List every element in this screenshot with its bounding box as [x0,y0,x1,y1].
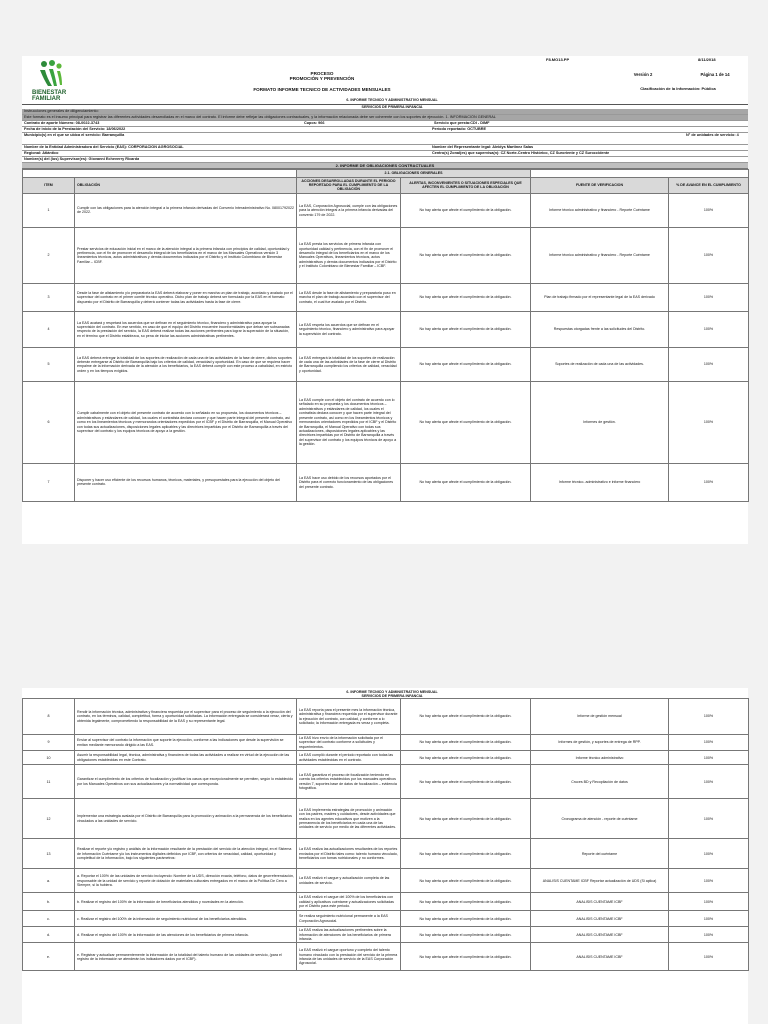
source-cell: ANALISIS CUENTAME ICBF Reportar actualización de UDS (Si aplica) [531,869,669,893]
progress-cell: 100% [669,463,749,501]
municipality-row [22,133,748,145]
progress-cell: 100% [669,927,749,943]
obligation-cell: e. Registrar y actualizar permanentemente la información de la totalidad del talento humano de las unidades de servicio, (para el registro de la información se atenderán los indicadores dados por el ICBF). [75,943,297,971]
service-units: N° de unidades de servicio: 4 [686,133,739,137]
overlay-title-1b: 6. INFORME TECNICO Y ADMINISTRATIVO MENSUAL [346,690,438,694]
col-progress: % DE AVANCE EN EL CUMPLIMIENTO [669,177,749,193]
source-cell: Informes de gestión. [531,381,669,463]
instructions-text: Este formato es el insumo principal para registrar las diferentes actividades desarrolladas en el marco del contrato. El informe debe reflejar las obligaciones contractuales, y la información relacionada debe ser coherente con los soportes de ejecución. 1. INFORMACIÓN GENERAL [22,115,748,121]
actions-cell: La EAS hace uso debido de los recursos aportados por el Distrito para el correcto funcionamiento de las obligaciones del presente contrato. [297,463,401,501]
alert-cell: No hay alerta que afecte el cumplimiento de la obligación. [401,381,531,463]
alert-cell: No hay alerta que afecte el cumplimiento de la obligación. [401,799,531,839]
document-page-1 [22,56,748,544]
process-label: PROCESO [310,71,334,76]
table-row [23,839,749,869]
overlay-title-2: SERVICIOS DE PRIMERA INFANCIA [361,105,423,109]
overlay-title-2b: SERVICIOS DE PRIMERA INFANCIA [361,694,423,698]
item-cell: b. [23,893,75,911]
actions-cell: La EAS hizo envío de la información solicitada por el supervisor del contrato conforme a solicitudes y requerimientos. [297,735,401,751]
source-cell: Informe técnico administrativo y financiero - Reporte Cuéntame [531,227,669,283]
zonal-centers: Centro(s) Zonal(es) que supervisa(n): CZ Norte-Centro Histórico, CZ Suroriente y CZ Suroccidente [432,151,610,155]
source-cell: Informe técnico- administrativo e informe financiero [531,463,669,501]
progress-cell: 100% [669,911,749,927]
actions-cell: La EAS cumplió durante el periodo reportado con todas las actividades establecidas en el contrato. [297,751,401,765]
table-row [23,463,749,501]
obligation-cell: d. Realizar el registro del 100% de la información de las atenciones de los beneficiarios de primera infancia. [75,927,297,943]
actions-cell: La EAS cumple con el objeto del contrato de acuerdo con lo señalado en su propuesta y los documentos técnicos – administrativos y estándares de calidad, los cuales el contratista declara conocer y que hacen parte integral del presente contrato, así como en los lineamientos técnicos y memorandos orientadores expedidos por el ICBF y el Distrito de Barranquilla, el Manual Operativo con todas sus actualizaciones, disposiciones legales aplicables y las directrices impartidas por el Distrito de Barranquilla a través del supervisor del contrato y los equipos técnicos de apoyo a la gestión. [297,381,401,463]
instructions-heading: Instrucciones generales de diligenciamiento: [22,109,748,115]
actions-cell: La EAS realizó el cargue oportuno y completo del talento humano vinculado con la prestación del servicio de la primera infancia de las unidades de servicio de la EAS Corporación Agrosocial. [297,943,401,971]
version-label: Versión 2 [633,72,653,77]
table-row [23,311,749,347]
actions-cell: La EAS, Corporación Agrosocial, cumple con las obligaciones para la atención integral a la primera infancia derivadas del convenio 179 de 2022. [297,193,401,227]
obligation-cell: Implementar una estrategia avalada por el Distrito de Barranquilla para la promoción y animación a la permanencia de los beneficiarios vinculados a las unidades de servicio. [75,799,297,839]
actions-cell: La EAS garantiza el proceso de focalización teniendo en cuenta los criterios establecidos por los manuales operativos versión 7, soportes base de datos de focalización – evidencia fotográfica. [297,765,401,799]
obligation-cell: a. Reportar el 100% de las unidades de servicio incluyendo: Nombre de la UDS, dirección exacta, teléfono, datos de georreferenciación, responsable de la unidad de servicio y reporte de dotación de materiales culturales entregados en el marco de la Política De Cero a Siempre, si la hubiera. [75,869,297,893]
table-row [23,751,749,765]
table-row [23,283,749,311]
service-type: Servicio que presta:CDI - DIMF [434,121,490,125]
progress-cell: 100% [669,227,749,283]
section-subtitle: 2.1. OBLIGACIONES GENERALES [297,170,531,178]
item-cell: 2 [23,227,75,283]
col-obligation: OBLIGACIÓN [75,177,297,193]
supervisor: Nombre(s) del (los) Supervisor(es): Giovanni Echeverry Ricarda [24,157,140,161]
progress-cell: 100% [669,735,749,751]
actions-cell: La EAS realizó el cargue del 100% de los beneficiarios con calidad y aplicativos cuéntame y actualizaciones solicitadas por el Distrito para este periodo. [297,893,401,911]
overlay-title-1: 6. INFORME TECNICO Y ADMINISTRATIVO MENSUAL [346,98,438,102]
alert-cell: No hay alerta que afecte el cumplimiento de la obligación. [401,311,531,347]
progress-cell: 100% [669,381,749,463]
page-label: Página 1 de 14 [700,72,730,77]
contract-number: Contrato de aporte Número: 08-0022-3743 [24,121,100,125]
table-row [23,911,749,927]
table-row [23,765,749,799]
item-cell: 11 [23,765,75,799]
item-cell: 12 [23,799,75,839]
progress-cell: 100% [669,799,749,839]
document-page-2 [22,688,748,1024]
alert-cell: No hay alerta que afecte el cumplimiento de la obligación. [401,911,531,927]
actions-cell: La EAS realiza las actualizaciones pertinentes sobre la información de atenciones de los beneficiarios de primera infancia. [297,927,401,943]
logo-line1: BIENESTAR [32,90,67,96]
source-cell: Informe de gestión mensual [531,699,669,735]
form-title: FORMATO INFORME TECNICO DE ACTIVIDADES MENSUALES [253,87,391,92]
obligation-cell: Enviar al supervisor del contrato la información que soporte la ejecución, conforme a las indicaciones que desde la supervisión se emitan mediante memorando dirigido a las EAS. [75,735,297,751]
source-cell: Informes de gestión, y soportes de entrega de RPP. [531,735,669,751]
obligation-cell: Realizar el reporte y/o registro y análisis de la información resultante de la prestación del servicio de la atención integral, en el Sistema de Información Cuéntame y/o los instrumentos digitales definidos por ICBF, con criterios de veracidad, calidad, oportunidad y completitud de la información, bajo los siguientes parámetros: [75,839,297,869]
progress-cell: 100% [669,751,749,765]
progress-cell: 100% [669,943,749,971]
progress-cell: 100% [669,893,749,911]
obligation-cell: Cumplir cabalmente con el objeto del presente contrato de acuerdo con lo señalado en su propuesta, los documentos técnicos – administrativos y estándares de calidad, los cuales el contratista declara conocer y que hacen parte integral del presente contrato, así como en los lineamientos técnicos y memorandos orientadores expedidos por el ICBF y el Distrito de Barranquilla, el Manual Operativo con todas sus actualizaciones, disposiciones legales aplicables y las directrices impartidas por el Distrito de Barranquilla a través del supervisor del contrato y los equipos técnicos de apoyo a la gestión. [75,381,297,463]
obligation-cell: Disponer y hacer uso eficiente de los recursos humanos, técnicos, materiales, y presupuestales para la ejecución del objeto del presente contrato. [75,463,297,501]
source-cell: Informe técnico administrativo [531,751,669,765]
source-cell: ANALISIS CUENTAME ICBF [531,911,669,927]
legal-representative: Nombre del Representante legal: Aleidys Martinez Salas [432,145,534,149]
regional: Regional: Atlántico [24,151,59,155]
alert-cell: No hay alerta que afecte el cumplimiento de la obligación. [401,227,531,283]
source-cell: ANALISIS CUENTAME ICBF [531,893,669,911]
source-cell: Plan de trabajo firmado por el representante legal de la EAS derivado [531,283,669,311]
actions-cell: Se realiza seguimiento nutricional permanente a la EAS Corporación Agrosocial. [297,911,401,927]
actions-cell: La EAS desde la fase de alistamiento y preparatoria puso en marcha el plan de trabajo acordado con el supervisor del contrato, el cual fue avalado por el Distrito. [297,283,401,311]
progress-cell: 100% [669,839,749,869]
actions-cell: La EAS implementa estrategias de promoción y animación con los padres, madres y cuidadores, desde actividades que realiza en los agentes educativos que motiven a la permanencia de los beneficiarios en cada una de las unidades de servicio por medio de las diferentes actividades. [297,799,401,839]
source-cell: Cronograma de atención - reporte de cuéntame [531,799,669,839]
classification-label: Clasificación de la Información: Pública [640,86,716,91]
item-cell: 8 [23,699,75,735]
item-cell: 3 [23,283,75,311]
table-row [23,347,749,381]
item-cell: 10 [23,751,75,765]
obligation-cell: Rendir la información técnica, administrativa y financiera requerida por el supervisor para el proceso de seguimiento a la ejecución del contrato, en los términos, calidad, completitud, forma y oportunidad solicitadas. La información entregada se considerará veraz, cierta y obtenida legalmente, comprometiendo la responsabilidad de la EAS y su representante legal. [75,699,297,735]
item-cell: 7 [23,463,75,501]
section-title: 2. INFORME DE OBLIGACIONES CONTRACTUALES [22,163,748,169]
alert-cell: No hay alerta que afecte el cumplimiento de la obligación. [401,839,531,869]
obligation-cell: La EAS acatará y respetará los acuerdos que se definan en el seguimiento técnico, financiero y administrativo para apoyar la supervisión del contrato. En ese sentido, en caso de que el equipo del Distrito encuentre inconformidades que deban ser subsanadas respecto de la prestación del servicio, la EAS deberá realizar todas las acciones pertinentes para lograr la superación de la situación, en el término que el Distrito establezca, so pena de iniciar las acciones administrativas pertinentes. [75,311,297,347]
period-reported: Período reportado: OCTUBRE [432,127,487,131]
table-row [23,699,749,735]
alert-cell: No hay alerta que afecte el cumplimiento de la obligación. [401,869,531,893]
obligations-body-2 [23,699,749,971]
col-source: FUENTE DE VERIFICACION [531,177,669,193]
source-cell: Soportes de realización de cada una de las actividades. [531,347,669,381]
item-cell: 1 [23,193,75,227]
obligation-cell: La EAS deberá entregar la totalidad de los soportes de realización de cada una de las actividades de la fase de cierre, dichos soportes deberán entregarse al Distrito de Barranquilla bajo los criterios de calidad, veracidad y oportunidad. En caso de que se requiera hacer empalme de la información derivada de la atención a los beneficiarios, la EAS deberá cumplir con este proceso a cabalidad, en estricto orden y en los tiempos exigidos. [75,347,297,381]
item-cell: d. [23,927,75,943]
item-cell: 9 [23,735,75,751]
table-row [23,893,749,911]
source-cell: Respuestas otorgadas frente a las solicitudes del Distrito. [531,311,669,347]
document-header [22,56,748,105]
item-cell: 5 [23,347,75,381]
item-cell: e. [23,943,75,971]
alert-cell: No hay alerta que afecte el cumplimiento de la obligación. [401,765,531,799]
actions-cell: La EAS respeta los acuerdos que se definan en el seguimiento técnico, financiero y administrativo para apoyar la supervisión del contrato. [297,311,401,347]
source-cell: ANALISIS CUENTAME ICBF [531,943,669,971]
source-cell: Informe técnico administrativo y financiero - Reporte Cuéntame [531,193,669,227]
item-cell: 4 [23,311,75,347]
obligation-cell: c. Realizar el registro del 100% de la información de seguimiento nutricional de los beneficiarios atendidos. [75,911,297,927]
start-date: Fecha de inicio de la Prestación del Servicio: 18/06/2022 [24,127,126,131]
item-cell: a. [23,869,75,893]
bienestar-familiar-logo [28,58,72,102]
progress-cell: 100% [669,869,749,893]
table-row [23,943,749,971]
table-row [23,381,749,463]
alert-cell: No hay alerta que afecte el cumplimiento de la obligación. [401,943,531,971]
actions-cell: La EAS entregará la totalidad de los soportes de realización de cada una de las actividades de la fase de cierre al Distrito de Barranquilla cumpliendo los criterios de calidad, veracidad y oportunidad. [297,347,401,381]
table-row [23,227,749,283]
logo-line2: FAMILIAR [32,96,61,102]
progress-cell: 100% [669,283,749,311]
obligations-table-1 [22,169,749,502]
actions-cell: La EAS reporta para el presente mes la información técnica, administrativa y financiera requerida por el supervisor durante la ejecución del contrato, con calidad, y conforme a lo solicitado; la información entregada es veraz y completa. [297,699,401,735]
actions-cell: La EAS realiza las actualizaciones resultantes de los reportes enviados por el Distrito tales como: talento humano vinculado, beneficiarios con tomas nutricionales y no conformes. [297,839,401,869]
document-code: F8.MO13.PP [546,57,570,62]
progress-cell: 100% [669,347,749,381]
quotas: Cupos: 966 [304,121,325,125]
alert-cell: No hay alerta que afecte el cumplimiento de la obligación. [401,347,531,381]
obligation-cell: Cumplir con las obligaciones para la atención integral a la primera infancia derivadas del Convenio Interadministrativo No. 08001792022 de 2022. [75,193,297,227]
col-alerts: ALERTAS, INCONVENIENTES O SITUACIONES ESPECIALES QUE AFECTEN EL CUMPLIMIENTO DE LA OBLIGACIÓN [401,177,531,193]
eas-name: Nombre de la Entidad Administradora del Servicio (EAS): CORPORACION AGROSOCIAL [24,145,184,149]
alert-cell: No hay alerta que afecte el cumplimiento de la obligación. [401,735,531,751]
municipality: Municipio(s) en el que se ubica el servicio: Barranquilla [24,133,125,137]
item-cell: 6 [23,381,75,463]
progress-cell: 100% [669,311,749,347]
alert-cell: No hay alerta que afecte el cumplimiento de la obligación. [401,283,531,311]
obligations-table-2 [22,698,749,971]
progress-cell: 100% [669,193,749,227]
progress-cell: 100% [669,765,749,799]
alert-cell: No hay alerta que afecte el cumplimiento de la obligación. [401,463,531,501]
table-row [23,927,749,943]
col-actions: ACCIONES DESARROLLADAS DURANTE EL PERIODO REPORTADO PARA EL CUMPLIMIENTO DE LA OBLIGACIÓN [297,177,401,193]
table-row [23,735,749,751]
obligation-cell: Garantizar el cumplimiento de los criterios de focalización y justificar los casos que excepcionalmente se permiten, según lo establecido por los Manuales Operativos con sus actualizaciones y la normatividad que corresponda. [75,765,297,799]
obligations-body-1 [23,193,749,501]
source-cell: Reporte del cuéntame [531,839,669,869]
document-date: 8/11/2018 [698,57,716,62]
obligation-cell: Asumir la responsabilidad legal, técnica, administrativa y financiera de todas las actividades a realizar en virtud de la ejecución de las obligaciones establecidas en este Contrato. [75,751,297,765]
item-cell: c. [23,911,75,927]
table-row [23,193,749,227]
source-cell: ANALISIS CUENTAME ICBF [531,927,669,943]
source-cell: Cruces BD y Recopilación de datos [531,765,669,799]
table-row [23,869,749,893]
obligation-cell: Desde la fase de alistamiento y/o preparatoria la EAS deberá elaborar y poner en marcha un plan de trabajo, acordado y avalado por el supervisor del contrato en el primer comité técnico operativo. Dicho plan de trabajo deberá ser formulado por la EAS en el formato dispuesto por el Distrito de Barranquilla y deberá contener todas las actividades hasta la fase de cierre. [75,283,297,311]
progress-cell: 100% [669,699,749,735]
item-cell: 13 [23,839,75,869]
obligation-cell: b. Realizar el registro del 100% de la información de beneficiarios atendidos y novedades en la atención. [75,893,297,911]
process-area: PROMOCIÓN Y PREVENCIÓN [289,76,355,81]
alert-cell: No hay alerta que afecte el cumplimiento de la obligación. [401,893,531,911]
alert-cell: No hay alerta que afecte el cumplimiento de la obligación. [401,927,531,943]
alert-cell: No hay alerta que afecte el cumplimiento de la obligación. [401,751,531,765]
alert-cell: No hay alerta que afecte el cumplimiento de la obligación. [401,193,531,227]
actions-cell: La EAS realizó el cargue y actualización completa de las unidades de servicio. [297,869,401,893]
actions-cell: La EAS presta los servicios de primera infancia con oportunidad calidad y pertinencia, con el fin de promover el desarrollo integral de los beneficiarios en el marco de los Manuales Operativos, lineamientos técnicos, actos administrativos y demás documentos indicados por el Distrito y el Instituto Colombiano de Bienestar Familiar – ICBF. [297,227,401,283]
alert-cell: No hay alerta que afecte el cumplimiento de la obligación. [401,699,531,735]
col-item: ITEM [23,177,75,193]
obligation-cell: Prestar servicios de educación inicial en el marco de la atención integral a la primera infancia con principios de calidad, oportunidad y pertinencia, con el fin de promover el desarrollo integral de los beneficiarios en el marco de los Manuales Operativos versión 3 lineamientos técnicos, actos administrativos y demás documentos indicados por el Distrito y el Instituto Colombiano de Bienestar Familiar – ICBF. [75,227,297,283]
table-row [23,799,749,839]
